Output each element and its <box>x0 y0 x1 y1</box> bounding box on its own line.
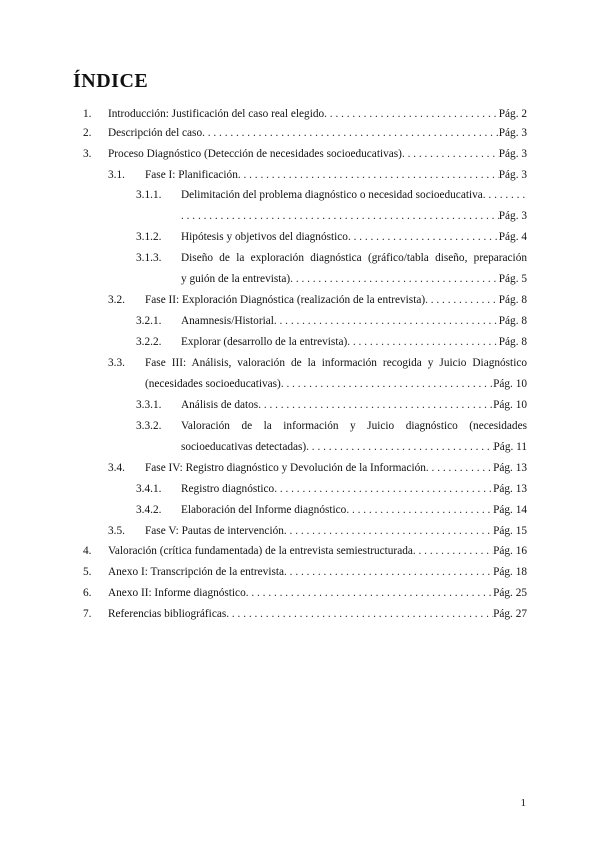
leader-dots <box>181 208 499 224</box>
entry-text: Elaboración del Informe diagnóstico <box>181 504 347 516</box>
entry-page: Pág. 13 <box>493 483 527 495</box>
entry-number: 3.1.2. <box>136 231 162 243</box>
entry-text-continued: y guión de la entrevista) <box>181 273 291 285</box>
entry-number: 4. <box>83 545 92 557</box>
entry-number: 7. <box>83 608 92 620</box>
entry-number: 3.2.1. <box>136 315 162 327</box>
leader-dots <box>306 439 493 455</box>
entry-text: Anexo II: Informe diagnóstico <box>108 587 246 599</box>
entry-text: Registro diagnóstico <box>181 483 275 495</box>
entry-number: 3.4.1. <box>136 483 162 495</box>
entry-number: 3.3.2. <box>136 420 162 432</box>
entry-text: Descripción del caso <box>108 127 203 139</box>
entry-number: 3.4. <box>108 462 125 474</box>
entry-number: 3.2.2. <box>136 336 162 348</box>
entry-page: Pág. 3 <box>498 127 527 139</box>
entry-number: 5. <box>83 566 92 578</box>
leader-dots <box>274 481 493 497</box>
leader-dots <box>347 334 499 350</box>
entry-number: 3.1.1. <box>136 189 162 201</box>
entry-page: Pág. 8 <box>498 294 527 306</box>
leader-dots <box>284 564 493 580</box>
entry-text: Anexo I: Transcripción de la entrevista <box>108 566 285 578</box>
entry-page: Pág. 3 <box>498 148 527 160</box>
entry-number: 2. <box>83 127 92 139</box>
entry-text-continued: (necesidades socioeducativas) <box>145 378 281 390</box>
entry-text: Diseño de la exploración diagnóstica (gráfico/tabla diseño, preparación <box>181 252 527 264</box>
leader-dots <box>202 125 499 141</box>
entry-page: Pág. 3 <box>498 169 527 181</box>
entry-number: 3.2. <box>108 294 125 306</box>
entry-page: Pág. 25 <box>493 587 527 599</box>
entry-text: Proceso Diagnóstico (Detección de necesidades socioeducativas) <box>108 148 402 160</box>
entry-page: Pág. 13 <box>493 462 527 474</box>
entry-number: 3.4.2. <box>136 504 162 516</box>
entry-text: Fase IV: Registro diagnóstico y Devolución de la Información <box>145 462 426 474</box>
entry-text: Fase III: Análisis, valoración de la información recogida y Juicio Diagnóstico <box>145 357 527 369</box>
entry-page: Pág. 4 <box>498 231 527 243</box>
entry-number: 3. <box>83 148 92 160</box>
entry-text-continued: socioeducativas detectadas) <box>181 441 307 453</box>
entry-text: Fase II: Exploración Diagnóstica (realización de la entrevista) <box>145 294 426 306</box>
entry-text: Introducción: Justificación del caso real elegido <box>108 108 325 120</box>
leader-dots <box>413 543 493 559</box>
entry-text: Hipótesis y objetivos del diagnóstico <box>181 231 348 243</box>
entry-text: Fase I: Planificación <box>145 169 238 181</box>
entry-text: Fase V: Pautas de intervención <box>145 525 284 537</box>
leader-dots <box>346 502 493 518</box>
entry-page: Pág. 10 <box>493 378 527 390</box>
leader-dots <box>425 292 499 308</box>
entry-number: 3.1.3. <box>136 252 162 264</box>
entry-number: 3.5. <box>108 525 125 537</box>
leader-dots <box>274 313 499 329</box>
entry-page: Pág. 14 <box>493 504 527 516</box>
entry-text: Valoración de la información y Juicio diagnóstico (necesidades <box>181 420 527 432</box>
leader-dots <box>324 106 499 122</box>
entry-text: Valoración (crítica fundamentada) de la entrevista semiestructurada <box>108 545 413 557</box>
entry-text: Anamnesis/Historial <box>181 315 274 327</box>
entry-number: 1. <box>83 108 92 120</box>
entry-text: Referencias bibliográficas <box>108 608 227 620</box>
leader-dots <box>290 271 499 287</box>
entry-page: Pág. 10 <box>493 399 527 411</box>
entry-page: Pág. 5 <box>498 273 527 285</box>
entry-page: Pág. 8 <box>498 336 527 348</box>
entry-page: Pág. 16 <box>493 545 527 557</box>
leader-dots <box>483 187 527 203</box>
leader-dots <box>402 146 499 162</box>
leader-dots <box>238 167 499 183</box>
leader-dots <box>284 523 493 539</box>
leader-dots <box>348 229 499 245</box>
entry-page: Pág. 3 <box>498 210 527 222</box>
entry-text: Explorar (desarrollo de la entrevista) <box>181 336 348 348</box>
leader-dots <box>426 460 493 476</box>
entry-number: 3.1. <box>108 169 125 181</box>
page-number: 1 <box>520 797 526 809</box>
entry-page: Pág. 18 <box>493 566 527 578</box>
page-title: ÍNDICE <box>73 70 149 92</box>
entry-text: Análisis de datos <box>181 399 259 411</box>
entry-page: Pág. 27 <box>493 608 527 620</box>
entry-number: 3.3. <box>108 357 125 369</box>
entry-page: Pág. 11 <box>493 441 527 453</box>
entry-page: Pág. 15 <box>493 525 527 537</box>
leader-dots <box>258 397 493 413</box>
leader-dots <box>226 606 493 622</box>
entry-number: 6. <box>83 587 92 599</box>
leader-dots <box>281 376 493 392</box>
entry-page: Pág. 8 <box>498 315 527 327</box>
entry-text: Delimitación del problema diagnóstico o necesidad socioeducativa <box>181 189 483 201</box>
leader-dots <box>246 585 493 601</box>
entry-page: Pág. 2 <box>498 108 527 120</box>
entry-number: 3.3.1. <box>136 399 162 411</box>
